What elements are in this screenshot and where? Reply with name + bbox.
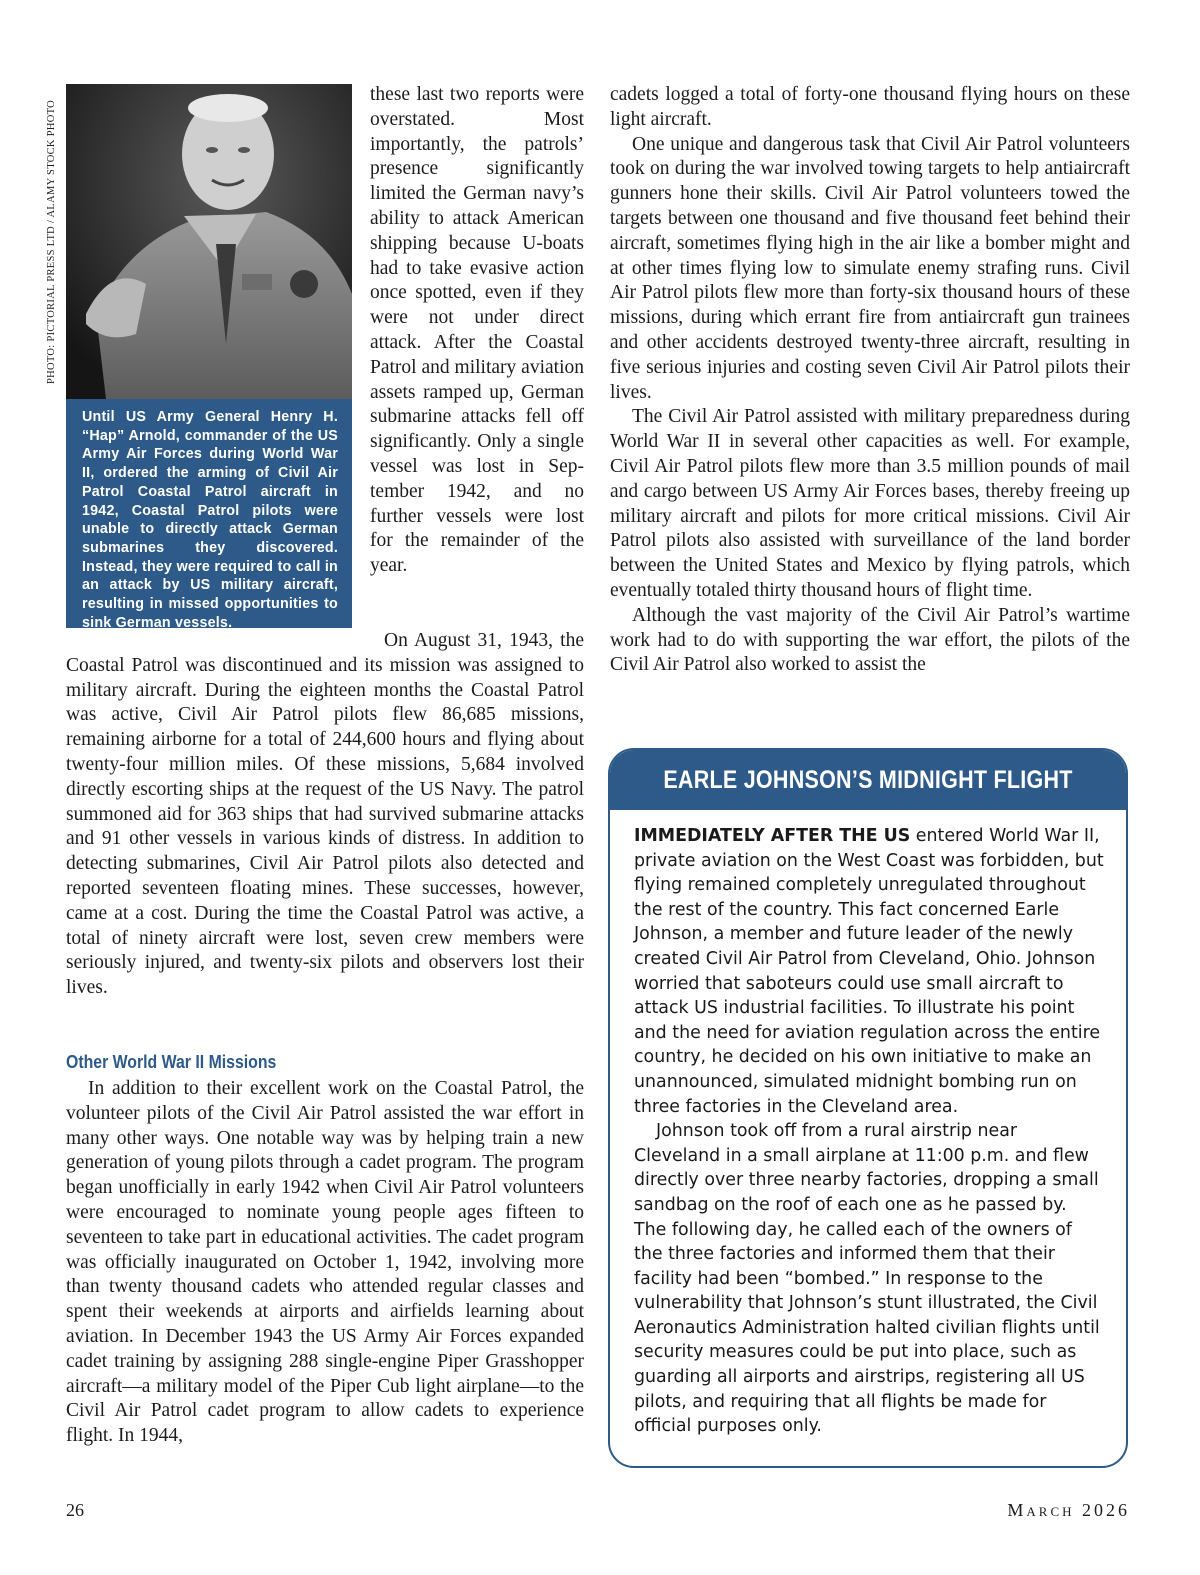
photo-credit-text: PHOTO: PICTORIAL PRESS LTD / ALAMY STOCK PHOTO [46,99,57,384]
article-column-d [66,1077,584,1449]
article-column-b [66,629,584,1001]
sidebar-title: EARLE JOHNSON’S MIDNIGHT FLIGHT [663,765,1073,794]
paragraph: One unique and dangerous task that Civil Air Patrol volunteers took on during the war involved towing targets to help antiaircraft gunners hone their skills. Civil Air Patrol volunteers towed the targets between one thousand and five thousand feet behind their aircraft, sometimes flying high in the air like a bomber might and at other times flying low to simulate enemy strafing runs. Civil Air Patrol pilots flew more than forty-six thousand hours of these missions, during which errant fire from antiaircraft gun trainees and other accidents destroyed twenty-three aircraft, resulting in five serious injuries and costing seven Civil Air Patrol pilots their lives. [610,133,1130,403]
paragraph: Although the vast majority of the Civil Air Patrol’s wartime work had to do with supporting the war effort, the pilots of the Civil Air Patrol also worked to assist the [610,604,1130,676]
sidebar-text: entered World War II, private aviation on the West Coast was forbidden, but flying remained completely unregulated throughout the rest of the country. This fact concerned Earle Johnson, a member and future leader of the newly created Civil Air Patrol from Cleveland, Ohio. Johnson worried that saboteurs could use small aircraft to attack US industrial facilities. To illustrate his point and the need for aviation regulation across the entire country, he decided on his own initiative to make an unannounced, simulated midnight bombing run on three factories in the Cleveland area. [634,826,1104,1117]
paragraph: In addition to their excellent work on the Coastal Patrol, the volunteer pilots of the Civil Air Patrol assisted the war effort in many other ways. One notable way was by helping train a new generation of young pilots through a cadet program. The program began unofficially in early 1942 when Civil Air Patrol volunteers were encouraged to nominate young people ages fifteen to seventeen to take part in educational activities. The cadet program was officially inaugurated on October 1, 1942, involving more than twenty thousand cadets who attended regular classes and spent their weekends at airports and airfields learning about aviation. In December 1943 the US Army Air Forces expanded cadet training by assigning 288 single-engine Piper Grasshopper aircraft—a military model of the Piper Cub light airplane—to the Civil Air Patrol cadet program to allow cadets to experience flight. In 1944, [66,1078,584,1447]
sidebar-paragraph: Johnson took off from a rural airstrip near Cleveland in a small airplane at 11:00 p.m. and flew directly over three nearby factories, dropping a small sandbag on the roof of each one as he passed by. The following day, he called each of the owners of the three factories and informed them that their facility had been “bombed.” In response to the vulnerability that Johnson’s stunt illustrated, the Civil Aeronautics Administration halted civilian flights until security measures could be put into place, such as guarding all airports and airstrips, registering all US pilots, and requiring that all flights be made for official purposes only. [634,1121,1100,1437]
section-heading: Other World War II Missions [66,1052,277,1072]
paragraph: The Civil Air Patrol assisted with military preparedness during World War II in several other capacities as well. For example, Civil Air Patrol pilots flew more than 3.5 million pounds of mail and cargo between US Army Air Forces bases, thereby freeing up military aircraft and pilots for more critical missions. Civil Air Patrol pilots also assisted with surveillance of the land border between the United States and Mexico by flying patrols, which eventually totaled thirty thousand hours of flight time. [610,406,1130,601]
photo-credit [44,86,66,386]
article-column-c [610,83,1130,678]
sidebar-box [608,748,1128,1468]
paragraph: cadets logged a total of forty-one thousand flying hours on these light aircraft. [610,84,1130,130]
article-column-a [370,83,584,579]
page-number: 26 [66,1500,84,1520]
sidebar-body [610,810,1126,1439]
sidebar-lead-in: IMMEDIATELY AFTER THE US [634,826,911,846]
sidebar-header [610,750,1126,810]
arnold-photo [66,84,352,399]
caption-text: Until US Army General Henry H. “Hap” Arnold, commander of the US Army Air Forces during World War II, ordered the arming of Civil Air Patrol Coastal Patrol aircraft in 1942, Coastal Patrol pilots were unable to directly attack German submarines they discovered. Instead, they were required to call in an attack by US military aircraft, resulting in missed opportunities to sink German vessels. [82,409,338,631]
portrait-image [66,84,352,399]
photo-caption [66,399,352,631]
paragraph: On August 31, 1943, the Coastal Patrol was discontinued and its mission was assigned to military aircraft. During the eighteen months the Coastal Patrol was active, Civil Air Patrol pilots flew 86,685 missions, remaining airborne for a total of 244,600 hours and flying about twenty-four million miles. Of these missions, 5,684 involved directly escorting ships at the request of the US Navy. The patrol summoned aid for 363 ships that had survived submarine attacks and 91 other vessels in various kinds of distress. In addition to detecting submarines, Civil Air Patrol pilots also detected and reported seventeen floating mines. These successes, however, came at a cost. During the time the Coastal Patrol was active, a total of ninety aircraft were lost, seven crew members were seriously injured, and twenty-six pilots and observers lost their lives. [66,630,584,999]
paragraph: these last two reports were overstated. Most importantly, the patrols’ presence significantly limited the German navy’s ability to attack American shipping because U-boats had to take evasive action once spotted, even if they were not under direct attack. After the Coastal Patrol and military aviation assets ramped up, German submarine attacks fell off significantly. Only a single vessel was lost in September 1942, and no further vessels were lost for the remainder of the year. [370,84,584,577]
sidebar-paragraph [634,824,1104,1119]
issue-date: March 2026 [1007,1500,1130,1520]
